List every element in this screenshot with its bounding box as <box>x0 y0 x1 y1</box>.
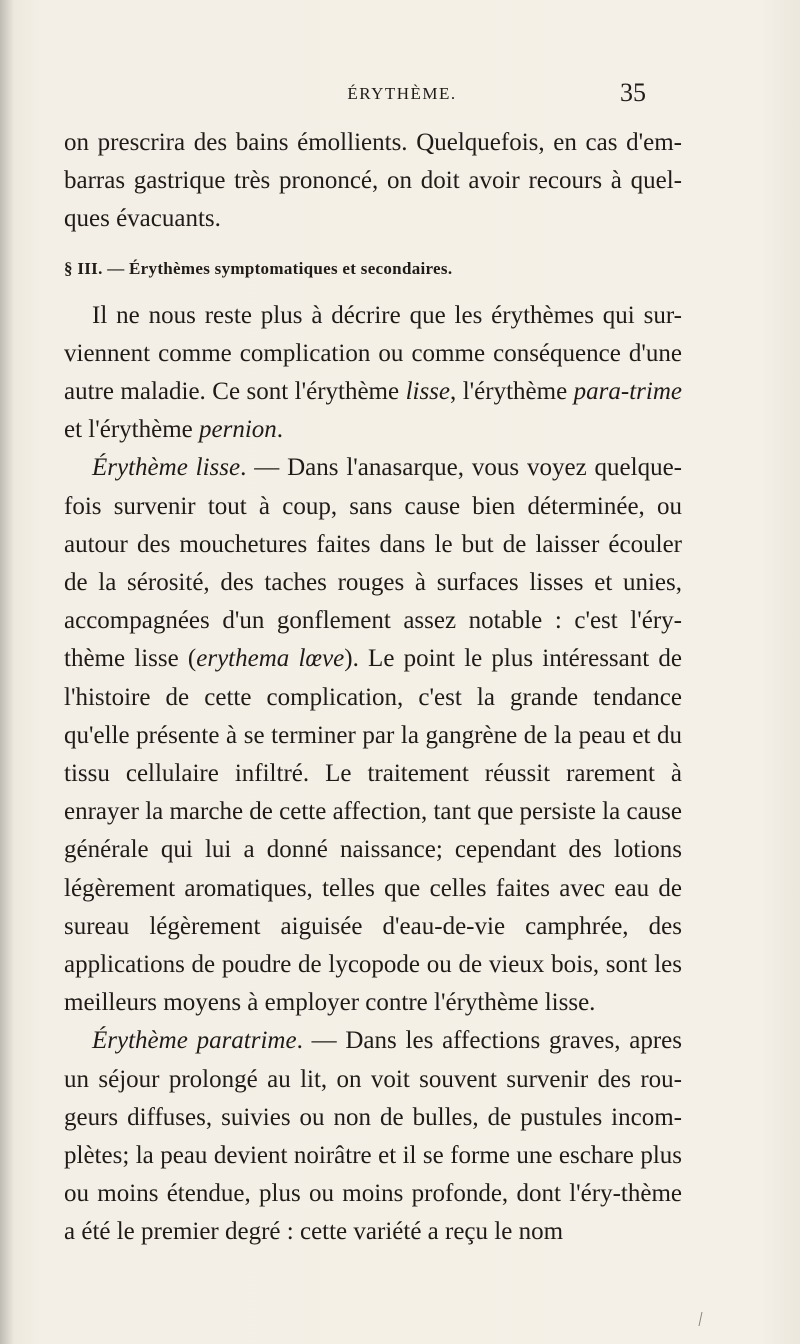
term-paratrime: para-trime <box>573 378 682 406</box>
paragraph-erytheme-lisse <box>64 449 682 1022</box>
body-text <box>64 124 682 1252</box>
intro-text: Il ne nous reste plus à décrire que les érythèmes qui sur-viennent comme complication ou comme conséquence d'une autre maladie. Ce sont l'érythème <box>64 301 682 406</box>
paratrime-text: . — Dans les affections graves, apres un séjour prolongé au lit, on voit souvent survenir des rou-geurs diffuses, suivies ou non de bulles, de pustules incom-plètes; la peau devient noirâtre et il se forme une eschare plus ou moins étendue, plus ou moins profonde, dont l'éry-thème a été le premier degré : cette variété a reçu le nom <box>64 1027 682 1246</box>
term-lisse: lisse <box>405 378 451 406</box>
intro-separator-1: , l'érythème <box>450 378 574 406</box>
intro-separator-2: et l'érythème <box>64 416 199 444</box>
page-number: 35 <box>620 78 646 107</box>
paragraph-erytheme-paratrime <box>64 1022 682 1251</box>
subheading-erytheme-lisse: Érythème lisse <box>92 454 241 482</box>
binding-shadow <box>0 0 14 1344</box>
paragraph-continued: on prescrira des bains émollients. Quelquefois, en cas d'em-barras gastrique très prononcé, on doit avoir recours à quel-ques évacuants. <box>64 129 682 233</box>
section-heading: § III. — Érythèmes symptomatiques et secondaires. <box>64 258 453 278</box>
latin-term: erythema lœve <box>196 645 345 673</box>
term-pernion: pernion <box>199 416 277 444</box>
subheading-erytheme-paratrime: Érythème paratrime <box>92 1027 297 1055</box>
page-header <box>0 78 800 118</box>
intro-end: . <box>276 416 284 444</box>
lisse-text-part-2: ). Le point le plus intéressant de l'histoire de cette complication, c'est la grande tendance qu'elle présente à se terminer par la gangrène de la peau et du tissu cellulaire infiltré. Le traitement réussit rarement à enrayer la marche de cette affection, tant que persiste la cause générale qui lui a donné naissance; cependant des lotions légèrement aromatiques, telles que celles faites avec eau de sureau légèrement aiguisée d'eau-de-vie camphrée, des applications de poudre de lycopode ou de vieux bois, sont les meilleurs moyens à employer contre l'érythème lisse. <box>64 645 682 1017</box>
stray-mark <box>699 1312 709 1326</box>
paragraph-intro <box>64 297 682 450</box>
running-head: ÉRYTHÈME. <box>347 84 457 103</box>
lisse-text-part-1: . — Dans l'anasarque, vous voyez quelque-fois survenir tout à coup, sans cause bien déterminée, ou autour des mouchetures faites dans le but de laisser écouler de la sérosité, des taches rouges à surfaces lisses et unies, accompagnées d'un gonflement assez notable : c'est l'éry-thème lisse ( <box>64 454 682 673</box>
